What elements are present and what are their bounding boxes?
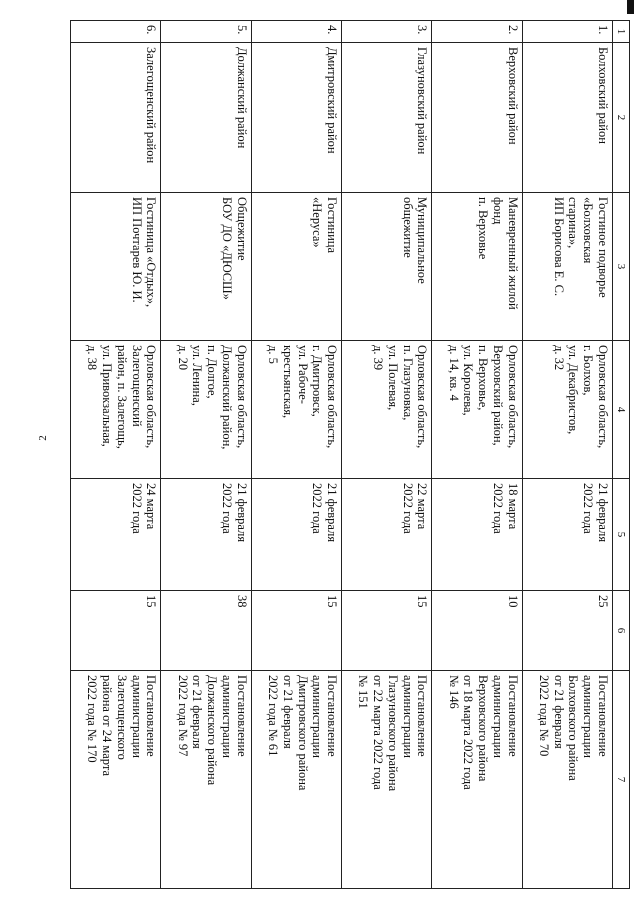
- address-line: район, п. Залегощь,: [114, 345, 129, 449]
- facility-cell: [432, 193, 522, 341]
- decree-line: администрации: [129, 675, 144, 758]
- address-line: Залегощенский: [129, 345, 144, 427]
- date-line: 21 февраля: [234, 483, 249, 543]
- count-cell: 15: [251, 591, 341, 671]
- decree-line: Постановление: [325, 675, 340, 757]
- facility-line: фонд: [490, 197, 505, 225]
- decree-line: Болховского района: [566, 675, 581, 781]
- decree-line: администрации: [400, 675, 415, 758]
- address-cell: [71, 341, 161, 479]
- decree-line: Постановление: [144, 675, 159, 757]
- decree-line: от 18 марта 2022 года: [461, 675, 476, 790]
- table-row: [432, 21, 522, 889]
- address-line: д. 14, кв. 4: [446, 345, 461, 401]
- row-number-cell: 4.: [251, 21, 341, 43]
- header-cell: 7: [613, 671, 630, 889]
- decree-cell: [251, 671, 341, 889]
- header-cell: 5: [613, 479, 630, 591]
- facility-cell: [71, 193, 161, 341]
- district-cell: Должанский район: [161, 43, 251, 193]
- header-cell: 6: [613, 591, 630, 671]
- count-cell: 38: [161, 591, 251, 671]
- facility-line: ИП Почтарев Ю. И.: [129, 197, 144, 303]
- date-cell: [71, 479, 161, 591]
- decree-line: от 22 марта 2022 года: [371, 675, 386, 790]
- facility-line: ИП Борисова Е. С.: [551, 197, 566, 297]
- address-line: Орловская область,: [325, 345, 340, 449]
- date-cell: [251, 479, 341, 591]
- address-line: д. 20: [175, 345, 190, 371]
- decree-cell: [522, 671, 612, 889]
- decree-line: 2022 года № 170: [85, 675, 100, 763]
- count-cell: 10: [432, 591, 522, 671]
- facility-line: «Болховская: [581, 197, 596, 264]
- address-line: ул. Полевая,: [385, 345, 400, 411]
- district-cell: Верховский район: [432, 43, 522, 193]
- facility-line: БОУ ДО «ДЮСШ»: [219, 197, 234, 300]
- address-line: Верховский район,: [490, 345, 505, 446]
- row-number-cell: 5.: [161, 21, 251, 43]
- corner-mark: [627, 0, 634, 14]
- address-line: д. 5: [266, 345, 281, 364]
- facility-line: Общежитие: [234, 197, 249, 261]
- address-line: Орловская область,: [144, 345, 159, 449]
- address-line: п. Долгое,: [205, 345, 220, 399]
- row-number-cell: 6.: [71, 21, 161, 43]
- decree-line: от 21 февраля: [190, 675, 205, 749]
- decree-line: 2022 года № 97: [175, 675, 190, 757]
- decree-line: 2022 года № 70: [537, 675, 551, 757]
- date-cell: [432, 479, 522, 591]
- table-row: [342, 21, 432, 889]
- facility-line: «Неруса»: [310, 197, 325, 248]
- date-line: 21 февраля: [596, 483, 610, 543]
- address-line: Орловская область,: [234, 345, 249, 449]
- district-cell: Дмитровский район: [251, 43, 341, 193]
- decree-line: Постановление: [505, 675, 520, 757]
- facility-line: Муниципальное: [415, 197, 430, 284]
- page-number: 2: [36, 435, 49, 441]
- table-row: [251, 21, 341, 889]
- date-cell: [161, 479, 251, 591]
- facility-line: Гостиница «Отдых»,: [144, 197, 159, 308]
- decree-cell: [71, 671, 161, 889]
- header-cell: 4: [613, 341, 630, 479]
- address-cell: [161, 341, 251, 479]
- address-line: д. 38: [85, 345, 100, 371]
- header-cell: 1: [613, 21, 630, 43]
- address-line: г. Дмитровск,: [310, 345, 325, 417]
- count-cell: 25: [522, 591, 612, 671]
- address-cell: [432, 341, 522, 479]
- facility-cell: [251, 193, 341, 341]
- table-row: [71, 21, 161, 889]
- decree-line: Постановление: [596, 675, 610, 757]
- date-line: 22 марта: [415, 483, 430, 530]
- address-line: г. Болхов,: [581, 345, 596, 396]
- table-row: [522, 21, 612, 889]
- decree-line: администрации: [581, 675, 596, 758]
- address-line: д. 32: [551, 345, 566, 371]
- count-cell: 15: [71, 591, 161, 671]
- header-cell: 2: [613, 43, 630, 193]
- facility-line: Гостиница: [325, 197, 340, 254]
- address-cell: [342, 341, 432, 479]
- date-line: 24 марта: [144, 483, 159, 530]
- row-number-cell: 1.: [522, 21, 612, 43]
- address-cell: [251, 341, 341, 479]
- district-cell: Залегощенский район: [71, 43, 161, 193]
- decree-line: от 21 февраля: [280, 675, 295, 749]
- decree-line: Дмитровского района: [295, 675, 310, 791]
- facility-cell: [522, 193, 612, 341]
- address-line: Орловская область,: [596, 345, 610, 449]
- date-line: 2022 года: [219, 483, 234, 534]
- address-line: Орловская область,: [415, 345, 430, 449]
- address-cell: [522, 341, 612, 479]
- decree-line: администрации: [310, 675, 325, 758]
- address-line: п. Верховье,: [476, 345, 491, 411]
- decree-line: администрации: [490, 675, 505, 758]
- address-line: крестьянская,: [280, 345, 295, 419]
- decree-line: № 151: [356, 675, 371, 709]
- date-cell: [522, 479, 612, 591]
- table-row: [161, 21, 251, 889]
- count-cell: 15: [342, 591, 432, 671]
- row-number-cell: 3.: [342, 21, 432, 43]
- address-line: ул. Рабоче-: [295, 345, 310, 404]
- decree-line: № 146: [446, 675, 461, 709]
- date-line: 2022 года: [129, 483, 144, 534]
- address-line: п. Глазуновка,: [400, 345, 415, 421]
- decree-line: Глазуновского района: [385, 675, 400, 792]
- address-line: ул. Декабристов,: [566, 345, 581, 435]
- rotated-table-wrapper: [70, 20, 630, 888]
- date-line: 18 марта: [505, 483, 520, 530]
- decree-line: района от 24 марта: [100, 675, 115, 777]
- district-cell: Глазуновский район: [342, 43, 432, 193]
- decree-line: от 21 февраля: [551, 675, 566, 749]
- decree-cell: [161, 671, 251, 889]
- address-line: Должанский район,: [219, 345, 234, 450]
- date-line: 2022 года: [310, 483, 325, 534]
- address-line: Орловская область,: [505, 345, 520, 449]
- facilities-table: [70, 20, 630, 889]
- decree-cell: [342, 671, 432, 889]
- row-number-cell: 2.: [432, 21, 522, 43]
- decree-line: Должанского района: [205, 675, 220, 786]
- facility-cell: [161, 193, 251, 341]
- district-cell: Болховский район: [522, 43, 612, 193]
- decree-cell: [432, 671, 522, 889]
- decree-line: Залегощенского: [114, 675, 129, 760]
- date-line: 2022 года: [581, 483, 596, 534]
- facility-cell: [342, 193, 432, 341]
- date-line: 2022 года: [400, 483, 415, 534]
- decree-line: администрации: [219, 675, 234, 758]
- facility-line: п. Верховье: [476, 197, 491, 260]
- header-row: [613, 21, 630, 889]
- address-line: д. 39: [371, 345, 386, 371]
- facility-line: Гостиное подворье: [596, 197, 610, 298]
- facility-line: Маневренный жилой: [505, 197, 520, 310]
- decree-line: 2022 года № 61: [266, 675, 281, 757]
- address-line: ул. Ленина,: [190, 345, 205, 406]
- decree-line: Постановление: [234, 675, 249, 757]
- date-line: 21 февраля: [325, 483, 340, 543]
- decree-line: Верховского района: [476, 675, 491, 782]
- address-line: ул. Привокзальная,: [100, 345, 115, 447]
- facility-line: общежитие: [400, 197, 415, 258]
- date-line: 2022 года: [490, 483, 505, 534]
- decree-line: Постановление: [415, 675, 430, 757]
- address-line: ул. Королева,: [461, 345, 476, 416]
- date-cell: [342, 479, 432, 591]
- facility-line: старина»,: [566, 197, 581, 249]
- header-cell: 3: [613, 193, 630, 341]
